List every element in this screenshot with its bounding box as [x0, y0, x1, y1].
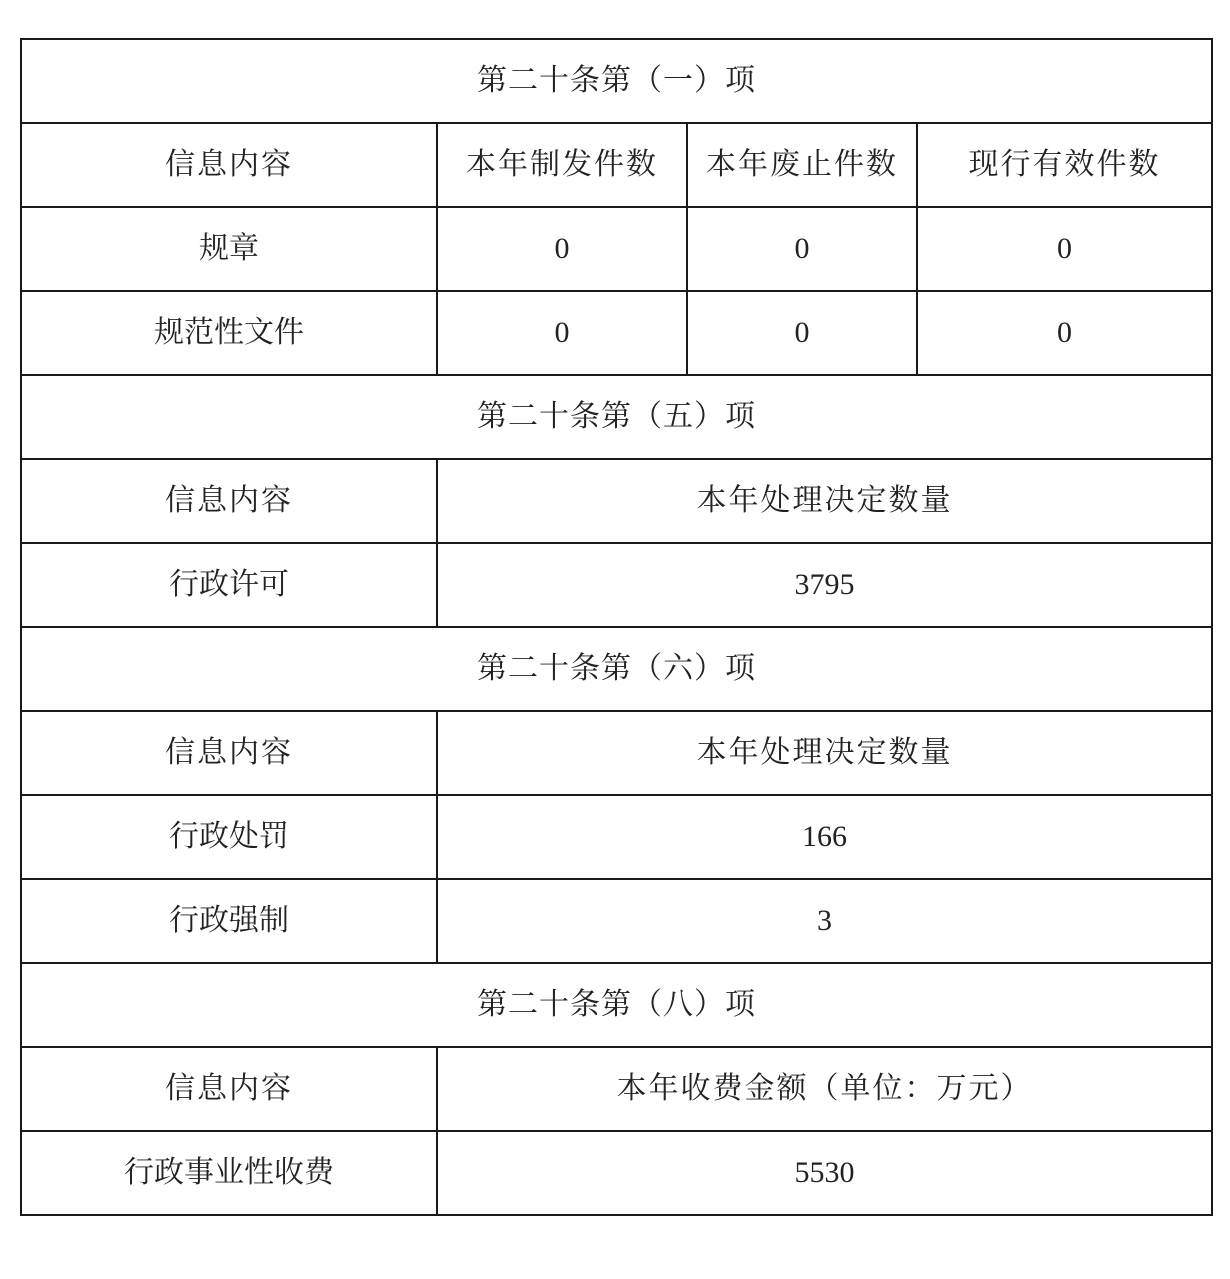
section-title-row: [21, 375, 1212, 459]
table-row: [21, 543, 1212, 627]
header-row: [21, 711, 1212, 795]
table-row: [21, 1131, 1212, 1215]
table-row: [21, 291, 1212, 375]
header-info-content: 信息内容: [21, 123, 437, 207]
table-row: [21, 879, 1212, 963]
section-title: 第二十条第（五）项: [21, 375, 1212, 459]
section-title: 第二十条第（一）项: [21, 39, 1212, 123]
header-issued-count: 本年制发件数: [437, 123, 687, 207]
table-row: [21, 207, 1212, 291]
disclosure-table: [20, 38, 1213, 1216]
cell-value: 0: [917, 207, 1212, 291]
cell-value: 0: [437, 207, 687, 291]
cell-value: 166: [437, 795, 1212, 879]
section-title: 第二十条第（六）项: [21, 627, 1212, 711]
header-row: [21, 459, 1212, 543]
cell-value: 3795: [437, 543, 1212, 627]
header-decision-count: 本年处理决定数量: [437, 459, 1212, 543]
header-info-content: 信息内容: [21, 459, 437, 543]
header-abolished-count: 本年废止件数: [687, 123, 917, 207]
cell-value: 0: [687, 207, 917, 291]
row-label: 规章: [21, 207, 437, 291]
row-label: 行政强制: [21, 879, 437, 963]
section-title: 第二十条第（八）项: [21, 963, 1212, 1047]
cell-value: 0: [437, 291, 687, 375]
cell-value: 5530: [437, 1131, 1212, 1215]
section-title-row: [21, 39, 1212, 123]
row-label: 行政事业性收费: [21, 1131, 437, 1215]
row-label: 行政许可: [21, 543, 437, 627]
header-valid-count: 现行有效件数: [917, 123, 1212, 207]
section-title-row: [21, 963, 1212, 1047]
header-info-content: 信息内容: [21, 1047, 437, 1131]
cell-value: 3: [437, 879, 1212, 963]
cell-value: 0: [687, 291, 917, 375]
header-info-content: 信息内容: [21, 711, 437, 795]
row-label: 行政处罚: [21, 795, 437, 879]
header-row: [21, 123, 1212, 207]
cell-value: 0: [917, 291, 1212, 375]
header-fee-amount: 本年收费金额（单位：万元）: [437, 1047, 1212, 1131]
section-title-row: [21, 627, 1212, 711]
row-label: 规范性文件: [21, 291, 437, 375]
header-decision-count: 本年处理决定数量: [437, 711, 1212, 795]
table-row: [21, 795, 1212, 879]
header-row: [21, 1047, 1212, 1131]
